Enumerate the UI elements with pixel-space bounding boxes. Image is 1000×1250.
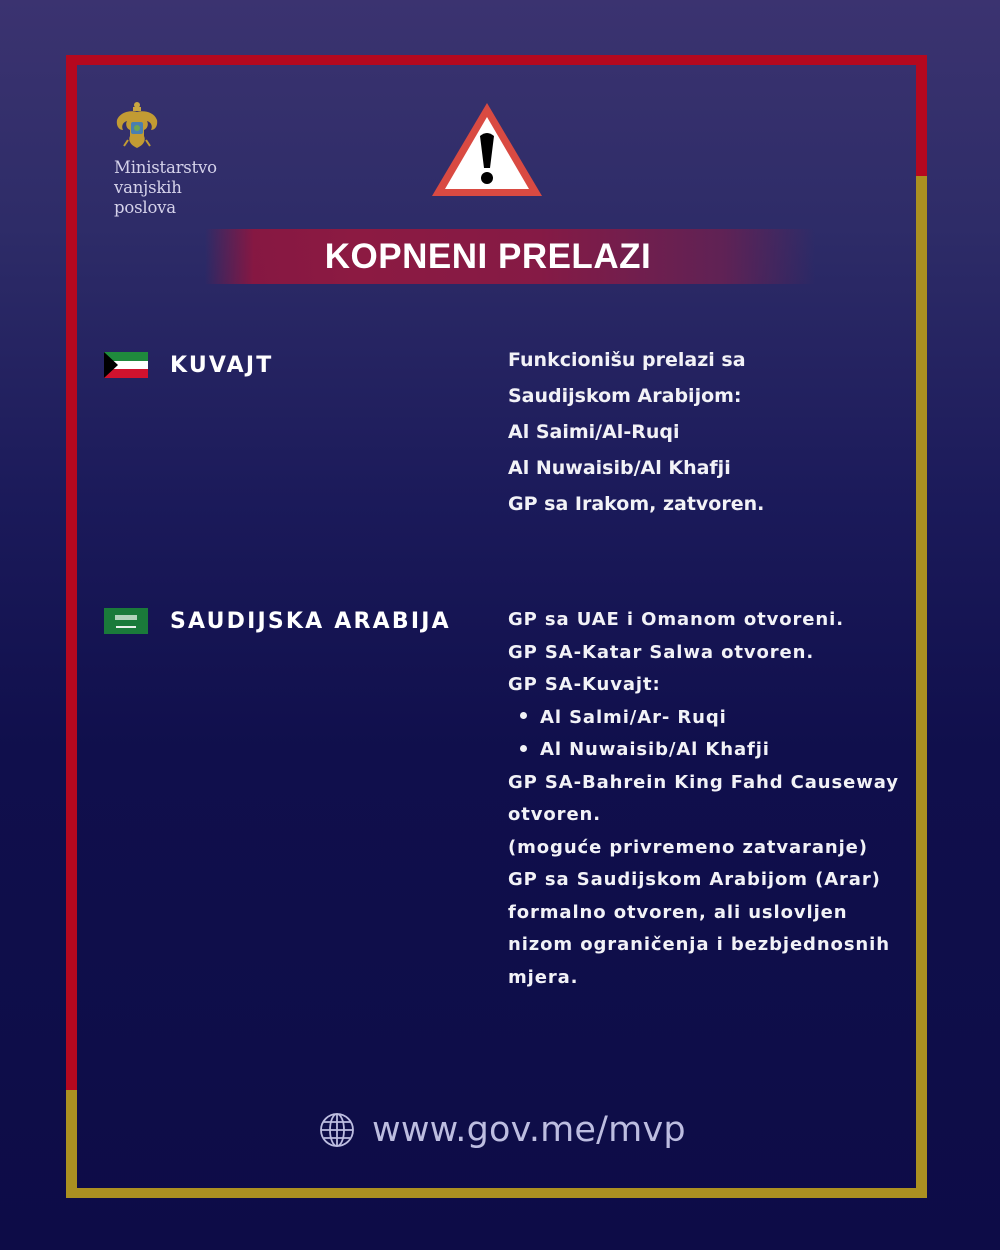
- bullet-item: [508, 702, 899, 735]
- page-title: KOPNENI PRELAZI: [324, 236, 652, 276]
- detail-line: GP sa Saudijskom Arabijom (Arar): [508, 869, 881, 890]
- detail-line: otvoren.: [508, 804, 602, 825]
- detail-line: Al Saimi/Al-Ruqi: [508, 421, 680, 443]
- ministry-line-1: Ministarstvo: [114, 158, 217, 177]
- coat-of-arms-icon: [114, 100, 160, 150]
- kuwait-flag-icon: [104, 352, 148, 378]
- frame-top: [66, 55, 927, 65]
- frame-left-gold: [66, 1090, 77, 1198]
- bullet-text: Al Salmi/Ar- Ruqi: [540, 706, 727, 728]
- detail-line: Al Nuwaisib/Al Khafji: [508, 457, 731, 479]
- bullet-icon: [520, 712, 527, 719]
- title-banner: [205, 229, 815, 284]
- bullet-icon: [520, 745, 527, 752]
- detail-line: Saudijskom Arabijom:: [508, 385, 742, 407]
- ministry-line-3: poslova: [114, 198, 176, 217]
- saudi-arabia-flag-icon: [104, 608, 148, 634]
- ministry-name: [114, 158, 217, 218]
- detail-line: GP sa Irakom, zatvoren.: [508, 493, 765, 515]
- detail-line: nizom ograničenja i bezbjednosnih: [508, 934, 890, 955]
- warning-icon: [428, 100, 546, 200]
- detail-line: (moguće privremeno zatvaranje): [508, 836, 868, 858]
- bullet-item: [508, 734, 899, 767]
- kuwait-details: [508, 342, 764, 522]
- saudi-arabia-details: [508, 604, 899, 994]
- detail-line: GP SA-Bahrein King Fahd Causeway: [508, 771, 899, 793]
- ministry-logo: [114, 100, 217, 218]
- country-name: KUVAJT: [170, 352, 274, 378]
- detail-line: GP SA-Kuvajt:: [508, 674, 661, 695]
- frame-right-gold: [916, 176, 927, 1198]
- bullet-text: Al Nuwaisib/Al Khafji: [540, 739, 770, 760]
- country-name: SAUDIJSKA ARABIJA: [170, 608, 451, 634]
- detail-line: GP SA-Katar Salwa otvoren.: [508, 641, 815, 663]
- frame-left-red: [66, 55, 77, 1090]
- country-saudi-arabia: [104, 608, 451, 634]
- detail-line: Funkcionišu prelazi sa: [508, 349, 746, 371]
- frame-bottom: [66, 1188, 927, 1198]
- detail-line: formalno otvoren, ali uslovljen: [508, 901, 848, 923]
- detail-line: mjera.: [508, 966, 579, 988]
- globe-icon: [318, 1111, 356, 1149]
- footer-link[interactable]: [318, 1110, 686, 1150]
- website-url[interactable]: www.gov.me/mvp: [372, 1110, 686, 1150]
- detail-line: GP sa UAE i Omanom otvoreni.: [508, 609, 844, 630]
- country-kuwait: [104, 352, 273, 378]
- frame-right-red: [916, 55, 927, 176]
- ministry-line-2: vanjskih: [114, 178, 182, 197]
